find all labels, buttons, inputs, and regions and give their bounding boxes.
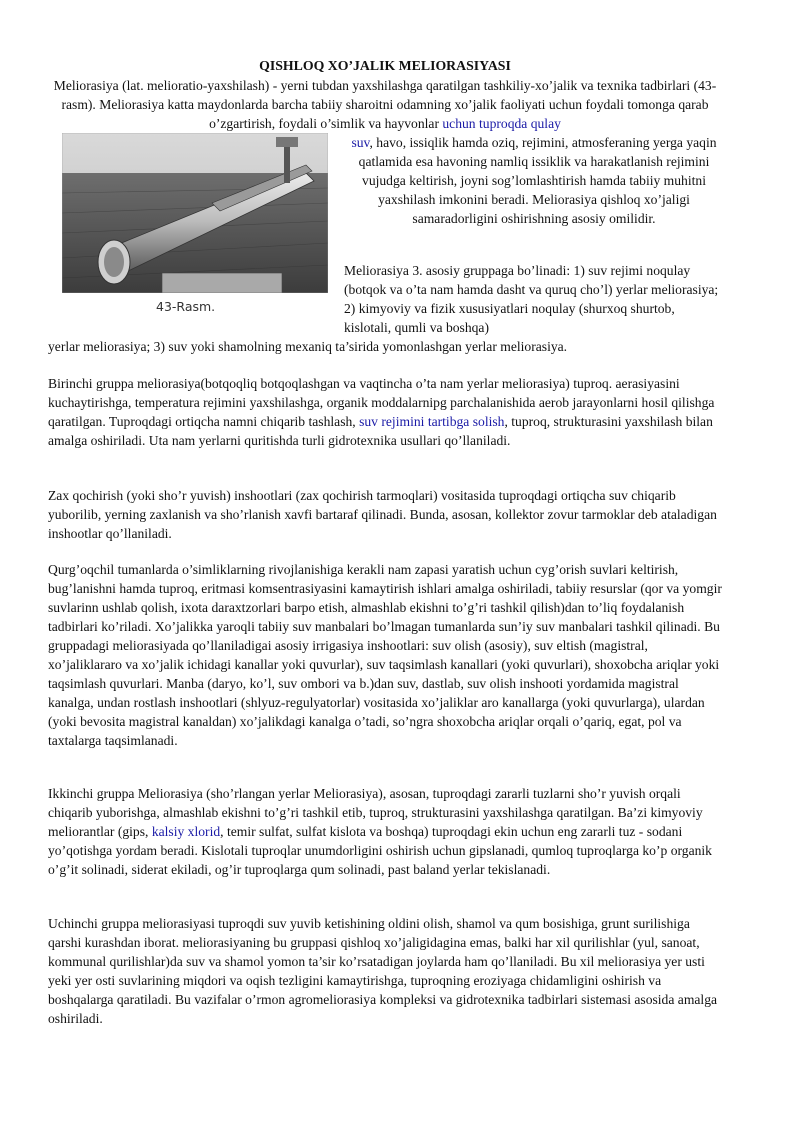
figure-caption: 43-Rasm.: [156, 299, 216, 314]
figure: [62, 133, 328, 316]
paragraph-drainage: Zax qochirish (yoki sho’r yuvish) inshootlari (zax qochirish tarmoqlari) vositasida tuproqdagi ortiqcha suv chiqarib yuborilib, yerning zaxlanish va sho’rlanish xavfi bartaraf qilinadi. Bunda, asosan, kollektor zovur tarmoklar deb ataladigan inshootlar qo’llaniladi.: [48, 488, 717, 541]
p1-text-a: Birinchi gruppa meliorasiya(botqoqliq botqoqlashgan va vaqtincha o’ta nam yerlar meliorasiya) tuproq. aerasiyasini kuchaytirishga, temperatura rejimini yaxshilashga, organik moddalarnipg parchalanishida aerob jarayonlarni hosil qilishga qaratilgan. Tuproqdagi ortiqcha namni chiqarib tashlash,: [48, 376, 715, 429]
irrigation-pipe-photo: [62, 133, 328, 293]
p4-text-b: , temir sulfat, sulfat kislota va boshqa) tuproqdagi ekin uchun eng zararli tuz - sodani yo’qotishga yordam beradi. Kislotali tuproqlar unumdorligini oshirish uchun gipslanadi, qumloq tuproqlarga ko’p organik o’g’it solinadi, siderat ekiladi, og’ir tuproqlarga qum solinadi, past baland yerlar tekislanadi.: [48, 824, 712, 877]
link-p4[interactable]: kalsiy xlorid: [151, 824, 221, 839]
link-beside[interactable]: suv: [351, 135, 370, 150]
page-title: QISHLOQ XO’JALIK MELIORASIYASI: [259, 58, 511, 73]
paragraph-second-group: [48, 784, 722, 879]
beside-text: , havo, issiqlik hamda oziq, rejimini, atmosferaning yerga yaqin qatlamida esa havoning namliq issiklik va harakatlanish rejimini vujudga keltirish, joyni sog’lomlashtirish hamda tabiiy muhitni yaxshilash imkonini beradi. Meliorasiya qishloq xo’jaligi samaradorligini oshirishning asosiy omilidir.: [358, 135, 717, 226]
paragraph-irrigation: Qurg’oqchil tumanlarda o’simliklarning rivojlanishiga kerakli nam zapasi yaratish uchun cyg’orish suvlari keltirish, bug’lanishni hamda tuproq, eritmasi komsentrasiyasini kamaytirish ishlari amalga oshiriladi, tabiiy resurslar (qor va yomgir suvlarinn ushlab qolish, ixota daraxtzorlari barpo etish, almashlab ekishni to’g’ri tashkil qilish)dan to’liq foydalanish tadbirlari ko’riladi. Xo’jalikka yaroqli tabiiy suv manbalari bo’lmagan tumanlarda sun’iy suv manbalari tashkil qilinadi. Bu gruppadagi meliorasiyada qo’llaniladigai asosiy irrigasiya inshootlari: suv olish (asosiy), suv eltish (magistral, xo’jaliklararo va xo’jalik ichidagi kanallar yoki quvurlar), suv taqsimlash kanallari (yoki quvurlari), shoxobcha ariqlar yoki taqsimlash quvurlari. Manba (daryo, ko’l, suv ombori va b.)dan suv, dastlab, suv olish inshooti yordamida magistral kanalga, undan rostlash inshootlari (shlyuz-regulyatorlar) vositasida xo’jaliklar aro kanallarga (yoki quvurlarga), ulardan (yoki bevosita magistral kanaldan) xo’jalikdagi kanalga o’tadi, so’ngra shoxobcha ariqlar orqali o’qariq, egat, pol va taxtalarga taqsimlanadi.: [48, 562, 722, 748]
p4-text-a: Ikkinchi gruppa Meliorasiya (sho’rlangan yerlar Meliorasiya), asosan, tuproqdagi zararli tuzlarni sho’r yuvish orqali chiqarib yuborishga, almashlab ekishni to’g’ri tashkil etib, tuproq, strukturasini yaxshilashga qaratilgan. Ba’zi kimyoviy meliorantlar (gips,: [48, 786, 703, 839]
link-intro[interactable]: uchun tuproqda qulay: [442, 116, 561, 131]
link-p1[interactable]: suv rejimini tartibga solish: [359, 414, 505, 429]
groups-paragraph-head: Meliorasiya 3. asosiy gruppaga bo’linadi: 1) suv rejimi noqulay (botqok va o’ta nam hamda dasht va quruq cho’l) yerlar meliorasiya; 2) kimyoviy va fizik xususiyatlari noqulay (shurxoq shurtob, kislotali, qumli va boshqa): [344, 263, 719, 335]
paragraph-first-group: [48, 374, 722, 450]
intro-text: Meliorasiya (lat. melioratio-yaxshilash) - yerni tubdan yaxshilashga qaratilgan tashkiliy-xo’jalik va texnika tadbirlari (43-rasm). Meliorasiya katta maydonlarda barcha tabiiy sharoitni odamning xo’jalik faoliyati uchun foydali tomonga qarab o’zgartirish, foydali o’simlik va hayvonlar: [53, 78, 717, 131]
groups-paragraph-tail: yerlar meliorasiya; 3) suv yoki shamolning mexaniq ta’sirida yomonlashgan yerlar meliorasiya.: [48, 339, 568, 354]
intro-paragraph: [48, 76, 722, 133]
beside-paragraph: [346, 133, 722, 228]
p1-text-b: , tuproq, strukturasini yaxshilash bilan amalga oshiriladi. Uta nam yerlarni quritishda turli gidrotexnika usullari qo’llaniladi.: [48, 414, 713, 448]
paragraph-third-group: Uchinchi gruppa meliorasiyasi tuproqdi suv yuvib ketishining oldini olish, shamol va qum bosishiga, grunt surilishiga qarshi kurashdan iborat. meliorasiyaning bu gruppasi qishloq xo’jaligidagina emas, balki har xil qurilishlar (yul, sanoat, kommunal qurilishlar)da suv va shamol yomon ta’sir ko’rsatadigan joylarda ham qo’llaniladi. Bu xil meliorasiya yer usti yeki yer osti suvlarining miqdori va oqish tezligini kamaytirishga, tuproqning eroziyaga chidamligini oshirish va boshqalarga qaratiladi. Bu vazifalar o’rmon agromeliorasiya kompleksi va gidrotexnika tadbirlari sistemasi asosida amalga oshiriladi.: [48, 916, 718, 1026]
